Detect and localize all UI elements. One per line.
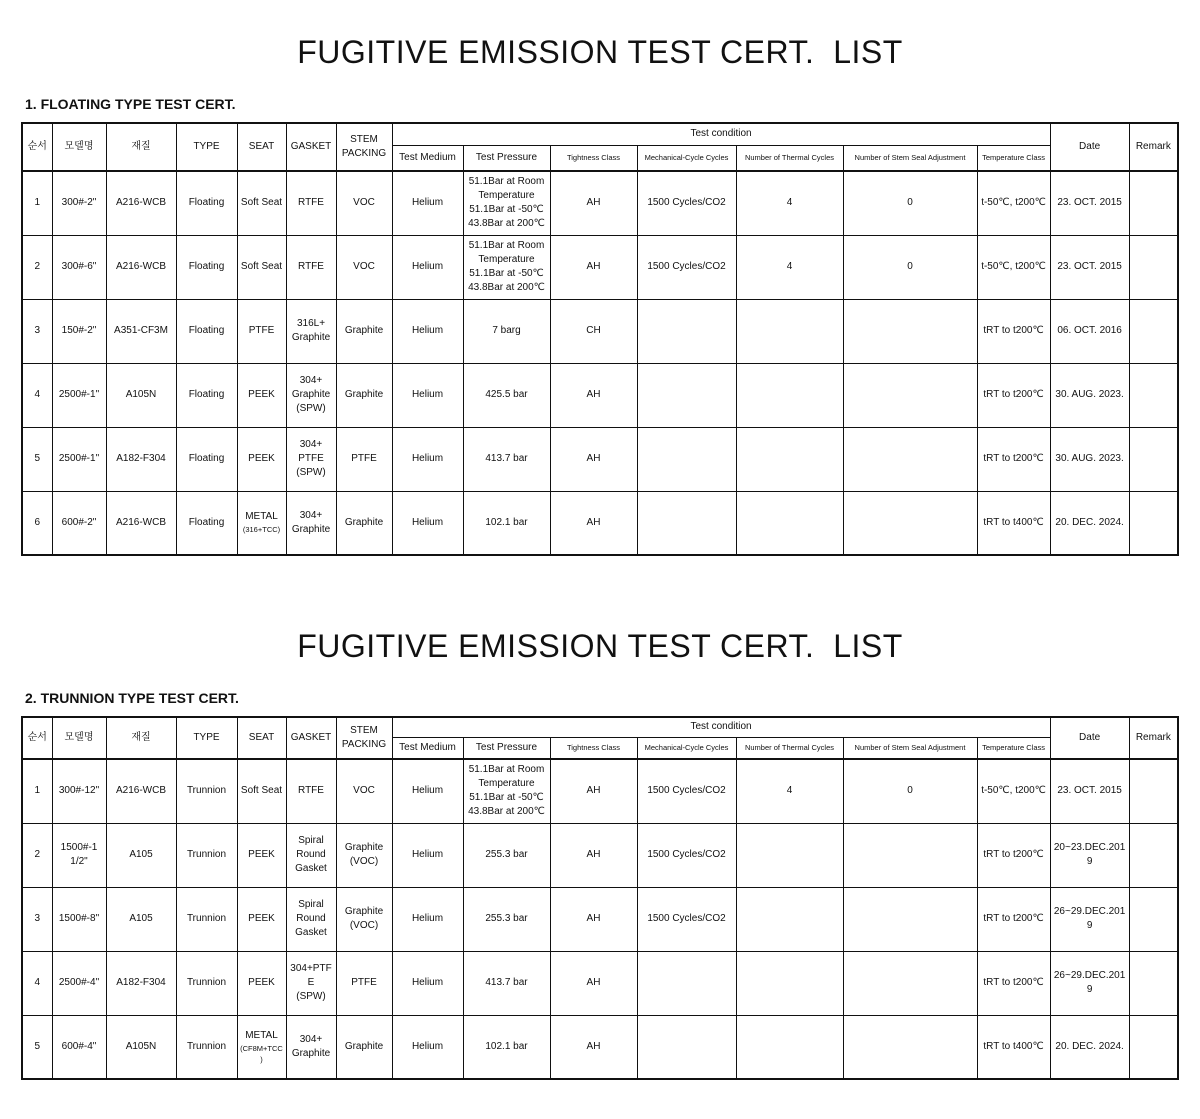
cell-test-pressure: 7 barg — [463, 299, 550, 363]
cell-remark — [1129, 171, 1178, 235]
cell-material: A216-WCB — [106, 759, 176, 823]
cell-test-pressure: 413.7 bar — [463, 427, 550, 491]
cell-date: 20. DEC. 2024. — [1050, 491, 1129, 555]
cell-seat — [237, 823, 286, 887]
cell-test-medium: Helium — [392, 427, 463, 491]
cell-gasket: RTFE — [286, 759, 336, 823]
cell-date: 30. AUG. 2023. — [1050, 427, 1129, 491]
cell-gasket: 304+ Graphite — [286, 1015, 336, 1079]
col-header-test-condition: Test condition — [392, 717, 1050, 737]
col-header-model: 모델명 — [52, 123, 106, 171]
cell-mechanical-cycles: 1500 Cycles/CO2 — [637, 823, 736, 887]
seat-value: PEEK — [248, 849, 275, 860]
cell-model: 1500#-8" — [52, 887, 106, 951]
table-row — [22, 887, 1178, 951]
cell-no: 2 — [22, 823, 52, 887]
cell-test-pressure: 255.3 bar — [463, 823, 550, 887]
cell-no: 5 — [22, 427, 52, 491]
cell-test-pressure: 102.1 bar — [463, 1015, 550, 1079]
cell-test-pressure: 255.3 bar — [463, 887, 550, 951]
col-header-thermal-cycles: Number of Thermal Cycles — [736, 737, 843, 759]
cell-test-medium: Helium — [392, 299, 463, 363]
cert-table — [21, 716, 1179, 1080]
cell-temperature-class: tRT to t200℃ — [977, 951, 1050, 1015]
cell-date: 20~23.DEC.2019 — [1050, 823, 1129, 887]
cell-remark — [1129, 235, 1178, 299]
cell-model: 300#-12" — [52, 759, 106, 823]
cell-seat — [237, 491, 286, 555]
section-subtitle: 2. TRUNNION TYPE TEST CERT. — [25, 690, 239, 706]
cell-tightness-class: AH — [550, 427, 637, 491]
page-title: FUGITIVE EMISSION TEST CERT. LIST — [297, 628, 903, 664]
cell-material: A216-WCB — [106, 491, 176, 555]
col-header-test-medium: Test Medium — [392, 737, 463, 759]
col-header-thermal-cycles: Number of Thermal Cycles — [736, 145, 843, 171]
cell-thermal-cycles: 4 — [736, 759, 843, 823]
cell-no: 4 — [22, 363, 52, 427]
cell-test-medium: Helium — [392, 759, 463, 823]
cell-date: 20. DEC. 2024. — [1050, 1015, 1129, 1079]
cell-temperature-class: tRT to t200℃ — [977, 427, 1050, 491]
cell-type: Floating — [176, 171, 237, 235]
cell-remark — [1129, 427, 1178, 491]
col-header-test-condition: Test condition — [392, 123, 1050, 145]
cell-type: Trunnion — [176, 887, 237, 951]
cell-tightness-class: AH — [550, 887, 637, 951]
cell-mechanical-cycles: 1500 Cycles/CO2 — [637, 759, 736, 823]
cell-model: 2500#-1" — [52, 427, 106, 491]
cell-mechanical-cycles: 1500 Cycles/CO2 — [637, 887, 736, 951]
cell-tightness-class: AH — [550, 951, 637, 1015]
col-header-material: 재질 — [106, 123, 176, 171]
seat-value: Soft Seat — [240, 261, 283, 272]
seat-value: Soft Seat — [240, 785, 283, 797]
seat-value: PEEK — [248, 453, 275, 464]
cell-temperature-class: t-50℃, t200℃ — [977, 171, 1050, 235]
cell-type: Trunnion — [176, 823, 237, 887]
cell-test-medium: Helium — [392, 1015, 463, 1079]
col-header-model: 모델명 — [52, 717, 106, 759]
col-header-type: TYPE — [176, 717, 237, 759]
cell-stem-packing: Graphite — [336, 363, 392, 427]
cell-seat — [237, 299, 286, 363]
cell-test-pressure: 413.7 bar — [463, 951, 550, 1015]
cell-material: A105N — [106, 1015, 176, 1079]
cell-seat — [237, 951, 286, 1015]
col-header-stem-seal-adjustment: Number of Stem Seal Adjustment — [843, 145, 977, 171]
cell-tightness-class: AH — [550, 1015, 637, 1079]
cell-gasket: Spiral Round Gasket — [286, 823, 336, 887]
cell-tightness-class: AH — [550, 759, 637, 823]
cell-model: 1500#-1 1/2" — [52, 823, 106, 887]
cell-mechanical-cycles — [637, 363, 736, 427]
cell-stem-packing: PTFE — [336, 427, 392, 491]
cell-model: 2500#-4" — [52, 951, 106, 1015]
cell-remark — [1129, 759, 1178, 823]
cell-mechanical-cycles — [637, 1015, 736, 1079]
cell-gasket: RTFE — [286, 171, 336, 235]
cell-test-medium: Helium — [392, 171, 463, 235]
col-header-tightness-class: Tightness Class — [550, 145, 637, 171]
cell-model: 2500#-1" — [52, 363, 106, 427]
cell-stem-packing: VOC — [336, 235, 392, 299]
cell-model: 300#-6" — [52, 235, 106, 299]
table-row — [22, 363, 1178, 427]
cell-thermal-cycles — [736, 1015, 843, 1079]
cell-temperature-class: tRT to t400℃ — [977, 491, 1050, 555]
cell-stem-seal-adjustment — [843, 363, 977, 427]
col-header-seat: SEAT — [237, 717, 286, 759]
cell-tightness-class: AH — [550, 363, 637, 427]
cell-stem-seal-adjustment — [843, 427, 977, 491]
cell-test-pressure: 102.1 bar — [463, 491, 550, 555]
cell-stem-packing: Graphite (VOC) — [336, 823, 392, 887]
cell-gasket: 304+ Graphite — [286, 491, 336, 555]
cell-stem-packing: VOC — [336, 171, 392, 235]
cell-thermal-cycles — [736, 427, 843, 491]
cell-test-pressure: 51.1Bar at Room Temperature 51.1Bar at -50℃ 43.8Bar at 200℃ — [463, 759, 550, 823]
col-header-test-medium: Test Medium — [392, 145, 463, 171]
cell-remark — [1129, 491, 1178, 555]
seat-value: PEEK — [248, 977, 275, 988]
cell-test-medium: Helium — [392, 951, 463, 1015]
col-header-no: 순서 — [22, 717, 52, 759]
col-header-temperature-class: Temperature Class — [977, 145, 1050, 171]
cell-material: A216-WCB — [106, 171, 176, 235]
cell-date: 23. OCT. 2015 — [1050, 235, 1129, 299]
cell-thermal-cycles — [736, 823, 843, 887]
seat-note: (CF8M+TCC) — [240, 1043, 283, 1064]
cell-mechanical-cycles — [637, 951, 736, 1015]
cell-material: A351-CF3M — [106, 299, 176, 363]
cell-type: Floating — [176, 427, 237, 491]
cell-material: A105N — [106, 363, 176, 427]
seat-value: PEEK — [248, 389, 275, 400]
col-header-date: Date — [1050, 717, 1129, 759]
cell-stem-seal-adjustment — [843, 823, 977, 887]
col-header-type: TYPE — [176, 123, 237, 171]
cell-type: Floating — [176, 491, 237, 555]
cell-thermal-cycles — [736, 299, 843, 363]
section-subtitle: 1. FLOATING TYPE TEST CERT. — [25, 96, 236, 112]
col-header-remark: Remark — [1129, 123, 1178, 171]
col-header-stem-packing: STEM PACKING — [336, 717, 392, 759]
cell-seat — [237, 235, 286, 299]
cell-gasket: 304+ PTFE (SPW) — [286, 427, 336, 491]
cell-no: 1 — [22, 171, 52, 235]
cell-test-medium: Helium — [392, 823, 463, 887]
cell-stem-packing: Graphite — [336, 491, 392, 555]
col-header-mechanical-cycles: Mechanical-Cycle Cycles — [637, 737, 736, 759]
cell-no: 6 — [22, 491, 52, 555]
cell-stem-seal-adjustment — [843, 1015, 977, 1079]
col-header-no: 순서 — [22, 123, 52, 171]
cell-no: 3 — [22, 887, 52, 951]
seat-value: Soft Seat — [240, 197, 283, 209]
cell-gasket: 304+PTFE (SPW) — [286, 951, 336, 1015]
cert-table-body — [22, 759, 1178, 1079]
cell-material: A182-F304 — [106, 427, 176, 491]
cell-tightness-class: AH — [550, 171, 637, 235]
cell-type: Trunnion — [176, 759, 237, 823]
cell-stem-packing: Graphite — [336, 299, 392, 363]
cell-test-medium: Helium — [392, 491, 463, 555]
cell-no: 2 — [22, 235, 52, 299]
seat-value: METAL — [245, 511, 278, 523]
table-row — [22, 299, 1178, 363]
cell-test-pressure: 51.1Bar at Room Temperature 51.1Bar at -50℃ 43.8Bar at 200℃ — [463, 171, 550, 235]
col-header-tightness-class: Tightness Class — [550, 737, 637, 759]
cell-mechanical-cycles — [637, 299, 736, 363]
cert-table-body — [22, 171, 1178, 555]
cell-no: 4 — [22, 951, 52, 1015]
cell-date: 23. OCT. 2015 — [1050, 759, 1129, 823]
cell-test-medium: Helium — [392, 363, 463, 427]
cell-test-pressure: 425.5 bar — [463, 363, 550, 427]
seat-value: METAL — [245, 1029, 278, 1041]
cell-no: 1 — [22, 759, 52, 823]
cell-remark — [1129, 299, 1178, 363]
cell-temperature-class: tRT to t400℃ — [977, 1015, 1050, 1079]
cell-remark — [1129, 823, 1178, 887]
cell-model: 600#-4" — [52, 1015, 106, 1079]
col-header-remark: Remark — [1129, 717, 1178, 759]
seat-value: PTFE — [248, 325, 275, 336]
cell-mechanical-cycles: 1500 Cycles/CO2 — [637, 171, 736, 235]
cell-tightness-class: AH — [550, 491, 637, 555]
cell-thermal-cycles — [736, 951, 843, 1015]
col-header-mechanical-cycles: Mechanical-Cycle Cycles — [637, 145, 736, 171]
cell-thermal-cycles — [736, 491, 843, 555]
cell-seat — [237, 363, 286, 427]
cell-remark — [1129, 363, 1178, 427]
cell-material: A105 — [106, 887, 176, 951]
table-row — [22, 427, 1178, 491]
col-header-test-pressure: Test Pressure — [463, 145, 550, 171]
cell-test-medium: Helium — [392, 235, 463, 299]
cell-seat — [237, 759, 286, 823]
cell-material: A216-WCB — [106, 235, 176, 299]
cell-stem-seal-adjustment — [843, 951, 977, 1015]
cell-stem-packing: Graphite — [336, 1015, 392, 1079]
table-row — [22, 235, 1178, 299]
col-header-date: Date — [1050, 123, 1129, 171]
cert-table — [21, 122, 1179, 556]
table-row — [22, 1015, 1178, 1079]
cell-tightness-class: CH — [550, 299, 637, 363]
cell-type: Trunnion — [176, 1015, 237, 1079]
cell-temperature-class: t-50℃, t200℃ — [977, 759, 1050, 823]
cell-material: A105 — [106, 823, 176, 887]
cell-gasket: 316L+ Graphite — [286, 299, 336, 363]
cell-seat — [237, 427, 286, 491]
cell-type: Floating — [176, 235, 237, 299]
cell-material: A182-F304 — [106, 951, 176, 1015]
cell-stem-packing: PTFE — [336, 951, 392, 1015]
cell-stem-seal-adjustment — [843, 887, 977, 951]
cell-stem-seal-adjustment: 0 — [843, 171, 977, 235]
cell-date: 06. OCT. 2016 — [1050, 299, 1129, 363]
col-header-gasket: GASKET — [286, 717, 336, 759]
cell-thermal-cycles — [736, 887, 843, 951]
cell-thermal-cycles: 4 — [736, 235, 843, 299]
col-header-gasket: GASKET — [286, 123, 336, 171]
cell-test-medium: Helium — [392, 887, 463, 951]
seat-note: (316+TCC) — [242, 525, 281, 535]
table-row — [22, 951, 1178, 1015]
cell-date: 30. AUG. 2023. — [1050, 363, 1129, 427]
cell-stem-seal-adjustment — [843, 491, 977, 555]
cell-type: Floating — [176, 363, 237, 427]
cell-date: 26~29.DEC.2019 — [1050, 887, 1129, 951]
cell-temperature-class: tRT to t200℃ — [977, 299, 1050, 363]
cell-stem-packing: VOC — [336, 759, 392, 823]
cell-gasket: RTFE — [286, 235, 336, 299]
cell-test-pressure: 51.1Bar at Room Temperature 51.1Bar at -50℃ 43.8Bar at 200℃ — [463, 235, 550, 299]
cell-temperature-class: t-50℃, t200℃ — [977, 235, 1050, 299]
col-header-test-pressure: Test Pressure — [463, 737, 550, 759]
cell-stem-packing: Graphite (VOC) — [336, 887, 392, 951]
col-header-material: 재질 — [106, 717, 176, 759]
seat-value: PEEK — [248, 913, 275, 924]
cell-date: 23. OCT. 2015 — [1050, 171, 1129, 235]
cell-gasket: Spiral Round Gasket — [286, 887, 336, 951]
col-header-stem-packing: STEM PACKING — [336, 123, 392, 171]
cell-mechanical-cycles: 1500 Cycles/CO2 — [637, 235, 736, 299]
cell-no: 5 — [22, 1015, 52, 1079]
cell-stem-seal-adjustment — [843, 299, 977, 363]
cell-stem-seal-adjustment: 0 — [843, 235, 977, 299]
table-row — [22, 171, 1178, 235]
cell-remark — [1129, 951, 1178, 1015]
col-header-stem-seal-adjustment: Number of Stem Seal Adjustment — [843, 737, 977, 759]
col-header-seat: SEAT — [237, 123, 286, 171]
cell-thermal-cycles: 4 — [736, 171, 843, 235]
cell-remark — [1129, 887, 1178, 951]
cell-model: 150#-2" — [52, 299, 106, 363]
cell-no: 3 — [22, 299, 52, 363]
cell-model: 600#-2" — [52, 491, 106, 555]
cell-stem-seal-adjustment: 0 — [843, 759, 977, 823]
table-row — [22, 491, 1178, 555]
cell-temperature-class: tRT to t200℃ — [977, 887, 1050, 951]
cell-seat — [237, 171, 286, 235]
cell-model: 300#-2" — [52, 171, 106, 235]
cell-gasket: 304+ Graphite (SPW) — [286, 363, 336, 427]
cell-thermal-cycles — [736, 363, 843, 427]
cell-temperature-class: tRT to t200℃ — [977, 363, 1050, 427]
table-row — [22, 823, 1178, 887]
cell-tightness-class: AH — [550, 823, 637, 887]
cell-type: Floating — [176, 299, 237, 363]
table-row — [22, 759, 1178, 823]
cell-tightness-class: AH — [550, 235, 637, 299]
cell-type: Trunnion — [176, 951, 237, 1015]
col-header-temperature-class: Temperature Class — [977, 737, 1050, 759]
cell-date: 26~29.DEC.2019 — [1050, 951, 1129, 1015]
cell-seat — [237, 1015, 286, 1079]
cell-remark — [1129, 1015, 1178, 1079]
cell-mechanical-cycles — [637, 427, 736, 491]
cell-seat — [237, 887, 286, 951]
cell-mechanical-cycles — [637, 491, 736, 555]
page-title: FUGITIVE EMISSION TEST CERT. LIST — [297, 34, 903, 70]
cell-temperature-class: tRT to t200℃ — [977, 823, 1050, 887]
